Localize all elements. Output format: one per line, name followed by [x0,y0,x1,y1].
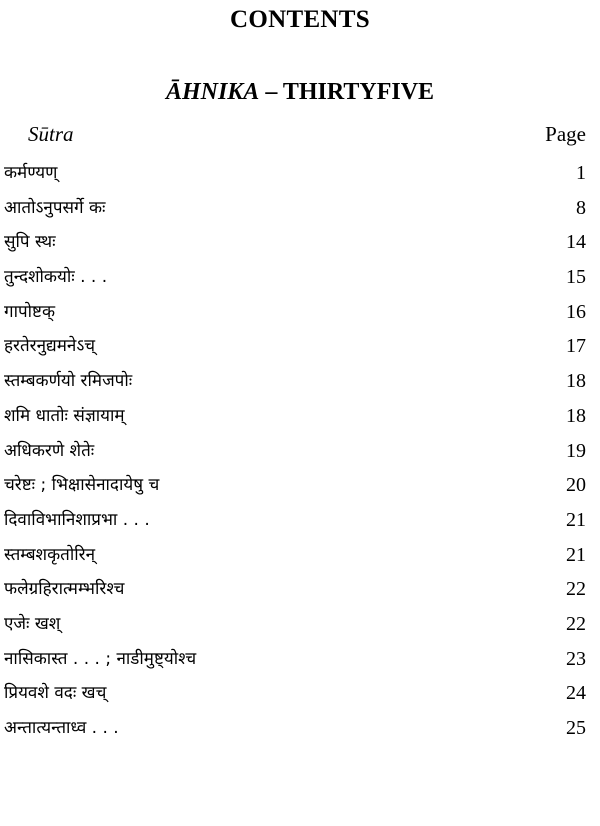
page-number: 22 [566,612,586,635]
section-heading [0,79,600,106]
sutra-text: एजेः खश् [4,613,61,634]
sutra-text: प्रियवशे वदः खच् [4,683,107,704]
page-column-header: Page [545,122,586,146]
page-number: 1 [576,162,586,184]
sutra-text: गापोष्टक् [4,301,56,322]
page-number: 14 [566,231,586,254]
list-item [0,542,600,577]
page-number: 17 [566,335,586,358]
page-number: 25 [566,717,586,739]
sutra-text: स्तम्बशकृतोरिन् [4,544,96,565]
list-item [0,715,600,750]
section-heading-rest: – THIRTYFIVE [259,79,435,105]
sutra-text: अन्तात्यन्ताध्व . . . [4,718,119,738]
list-item [0,646,600,681]
list-item [0,403,600,438]
sutra-text: नासिकास्त . . . ; नाडीमुष्ट्योश्च [4,648,197,669]
list-item [0,264,600,299]
list-item [0,438,600,473]
page-number: 19 [566,439,586,462]
list-item [0,299,600,334]
page-number: 15 [566,266,586,289]
page-title: CONTENTS [230,6,370,33]
sutra-text: अधिकरणे शेतेः [4,440,95,461]
sutra-column-header: Sūtra [28,122,74,146]
list-item [0,507,600,542]
list-item [0,472,600,507]
sutra-text: फलेग्रहिरात्मम्भरिश्च [4,579,125,600]
page-number: 16 [566,300,586,323]
page-number: 8 [576,196,586,219]
sutra-text: तुन्दशोकयोः . . . [4,267,108,288]
page-number: 23 [566,647,586,670]
sutra-text: शमि धातोः संज्ञायाम् [4,405,125,426]
sutra-text: हरतेरनुद्यमनेऽच् [4,336,96,357]
sutra-text: स्तम्बकर्णयो रमिजपोः [4,371,133,392]
sutra-text: दिवाविभानिशाप्रभा . . . [4,509,150,530]
page-number: 21 [566,508,586,531]
list-item [0,680,600,715]
list-item [0,160,600,195]
page-number: 21 [566,543,586,566]
list-item [0,229,600,264]
section-heading-italic: ĀHNIKA [165,79,260,105]
contents-list [0,160,600,750]
page-number: 18 [566,404,586,427]
list-item [0,576,600,611]
sutra-text: कर्मण्यण् [4,163,58,183]
list-item [0,195,600,230]
page-number: 20 [566,474,586,497]
sutra-text: सुपि स्थः [4,232,56,253]
page-number: 22 [566,578,586,601]
page-number: 18 [566,370,586,393]
sutra-text: आतोऽनुपसर्गे कः [4,197,106,218]
column-headers [0,122,600,150]
page-number: 24 [566,682,586,705]
list-item [0,333,600,368]
list-item [0,368,600,403]
list-item [0,611,600,646]
sutra-text: चरेष्टः ; भिक्षासेनादायेषु च [4,475,160,496]
